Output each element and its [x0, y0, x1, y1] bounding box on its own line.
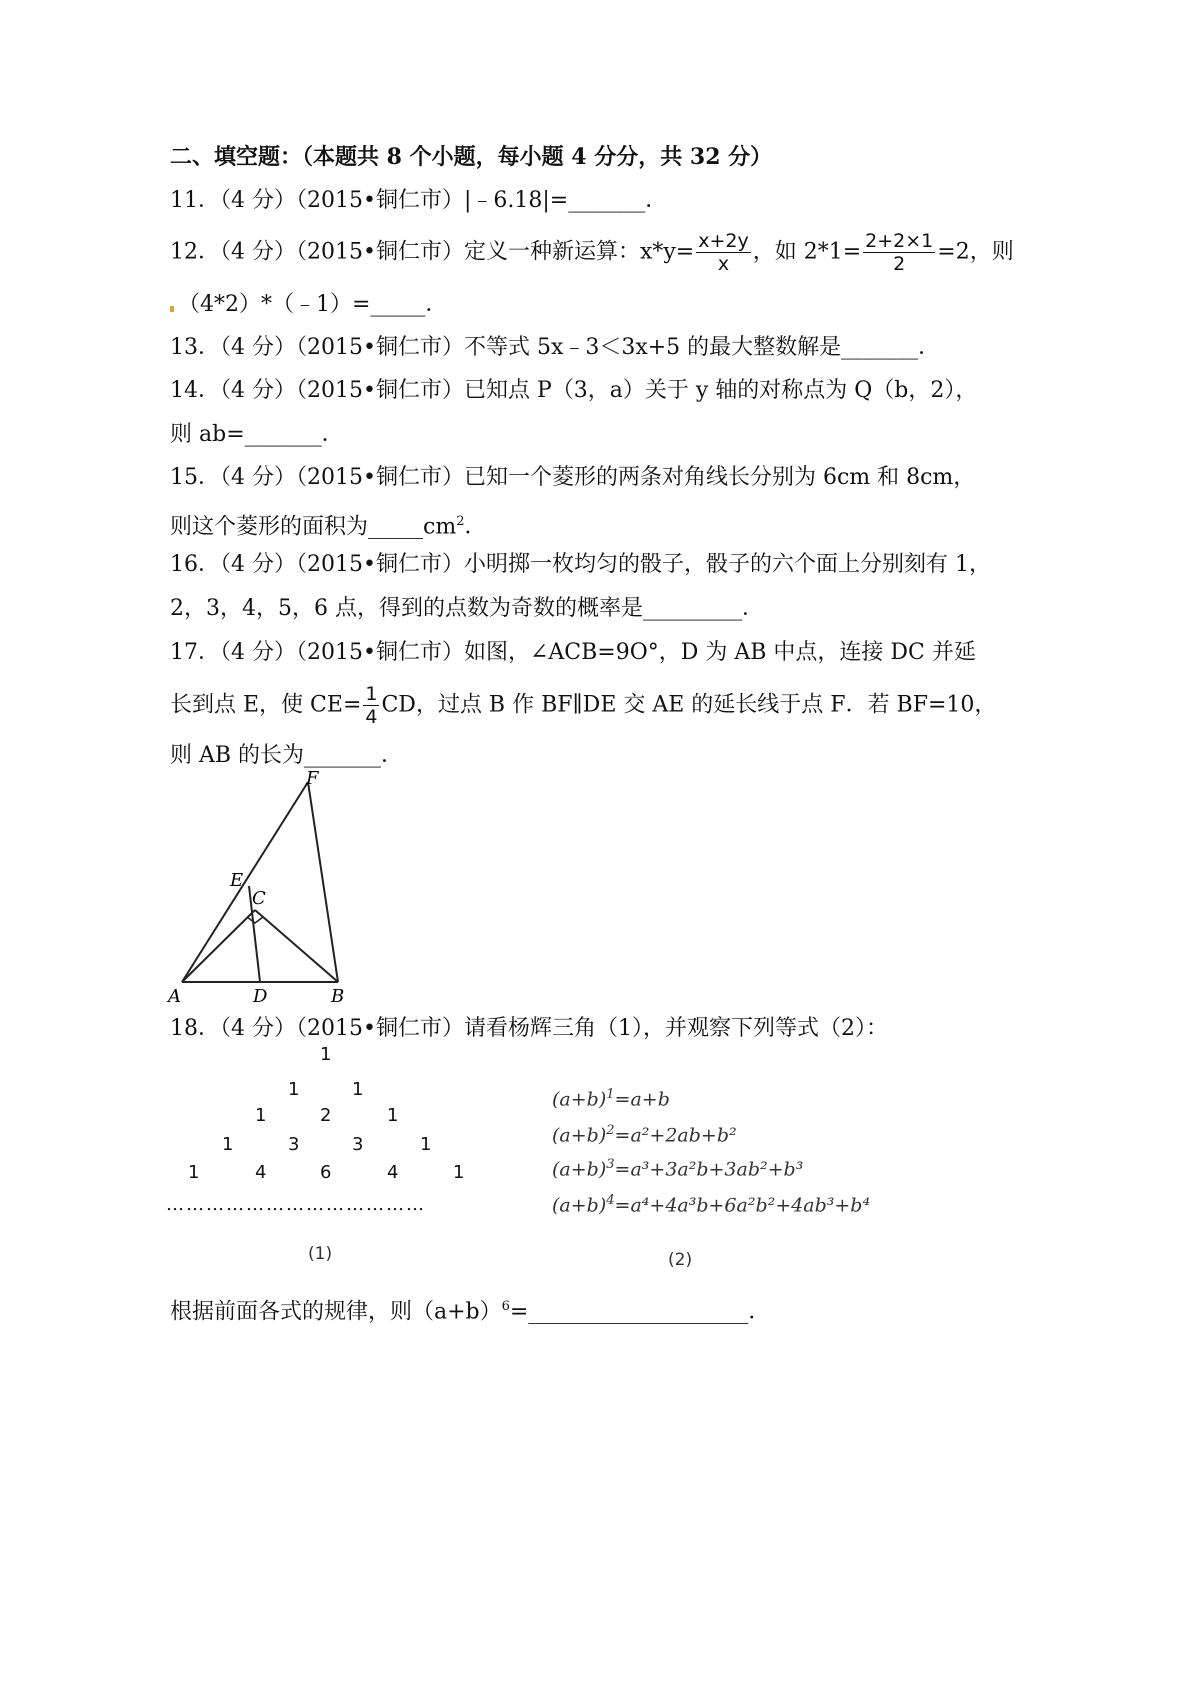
question-17-line1: 17．（4 分）（2015•铜仁市）如图，∠ACB=9O°，D 为 AB 中点，连接 DC 并延 — [170, 640, 976, 665]
triangle-row-5-item-2: 4 — [255, 1162, 267, 1183]
question-15-line2 — [170, 507, 486, 542]
q17-frac-denominator: 4 — [365, 706, 378, 728]
formula-3-rhs: =a³+3a²b+3ab²+b³ — [614, 1158, 804, 1181]
label-b: B — [331, 986, 345, 1007]
formula-1-rhs: =a+b — [614, 1088, 670, 1111]
triangle-row-3-item-2: 2 — [320, 1105, 332, 1126]
segment-ac — [182, 910, 255, 982]
formula-2-lhs: (a+b) — [552, 1124, 607, 1147]
formula-3-lhs: (a+b) — [552, 1158, 607, 1181]
triangle-row-4-item-2: 3 — [288, 1134, 300, 1155]
triangle-row-5-item-1: 1 — [188, 1162, 200, 1183]
orange-mark — [170, 306, 174, 312]
segment-cb — [255, 910, 338, 982]
formula-1 — [552, 1087, 670, 1110]
q12-frac2-numerator: 2+2×1 — [865, 230, 934, 252]
question-18-final — [170, 1292, 770, 1327]
q12-frac1-numerator: x+2y — [698, 230, 749, 252]
question-13: 13．（4 分）（2015•铜仁市）不等式 5x﹣3＜3x+5 的最大整数解是_______． — [170, 335, 941, 360]
final-exponent: 6 — [501, 1299, 510, 1314]
question-16-line1: 16．（4 分）（2015•铜仁市）小明掷一枚均匀的骰子，骰子的六个面上分别刻有 1， — [170, 552, 991, 577]
label-a: A — [168, 986, 181, 1007]
formula-3 — [552, 1157, 803, 1180]
q17-frac-numerator: 1 — [365, 683, 378, 705]
question-15-line1: 15．（4 分）（2015•铜仁市）已知一个菱形的两条对角线长分别为 6cm 和 8cm， — [170, 465, 976, 490]
formula-4-lhs: (a+b) — [552, 1194, 607, 1217]
final-text: 根据前面各式的规律，则（a+b） — [170, 1299, 502, 1325]
question-14-line2: 则 ab=_______． — [170, 422, 344, 447]
right-angle-mark — [247, 917, 263, 923]
triangle-row-3-item-1: 1 — [255, 1105, 267, 1126]
triangle-row-5-item-4: 4 — [387, 1162, 399, 1183]
q17-text-b: CD，过点 B 作 BF∥DE 交 AE 的延长线于点 F．若 BF=10， — [381, 692, 997, 718]
q17-text-a: 长到点 E，使 CE= — [170, 692, 362, 718]
q15-end: ． — [464, 514, 487, 540]
q12-frac1-denominator: x — [717, 253, 730, 275]
section-title: 二、填空题：（本题共 8 个小题，每小题 4 分分，共 32 分） — [170, 144, 773, 170]
segment-af — [182, 782, 308, 982]
formula-2 — [552, 1123, 737, 1146]
triangle-row-4-item-4: 1 — [420, 1134, 432, 1155]
question-12-line2: （4*2）*（﹣1）=_____． — [178, 292, 448, 317]
label-d: D — [253, 986, 268, 1007]
question-17-line2 — [170, 683, 996, 728]
label-e: E — [230, 870, 244, 891]
triangle-row-5-item-3: 6 — [320, 1162, 332, 1183]
q12-suffix: =2，则 — [937, 239, 1014, 265]
question-12-line1 — [170, 230, 1014, 275]
segment-fb — [308, 782, 338, 982]
formula-2-exp: 2 — [606, 1123, 615, 1138]
triangle-row-4-item-3: 3 — [352, 1134, 364, 1155]
formula-3-exp: 3 — [606, 1157, 615, 1172]
question-16-line2: 2，3，4，5，6 点，得到的点数为奇数的概率是_________． — [170, 596, 764, 621]
q12-prefix: 12．（4 分）（2015•铜仁市）定义一种新运算：x*y= — [170, 239, 695, 265]
question-17-line3: 则 AB 的长为_______． — [170, 743, 404, 768]
triangle-row-4-item-1: 1 — [222, 1134, 234, 1155]
label-f: F — [306, 770, 319, 789]
formula-1-lhs: (a+b) — [552, 1088, 607, 1111]
q12-frac2-denominator: 2 — [893, 253, 906, 275]
formula-2-rhs: =a²+2ab+b² — [614, 1124, 737, 1147]
question-14-line1: 14．（4 分）（2015•铜仁市）已知点 P（3，a）关于 y 轴的对称点为 Q（b，2）， — [170, 378, 978, 403]
q12-fraction-1 — [696, 230, 751, 275]
formula-4-exp: 4 — [606, 1193, 615, 1208]
q17-fraction — [363, 683, 379, 728]
caption-1: (1) — [308, 1244, 333, 1264]
caption-2: (2) — [668, 1250, 693, 1270]
question-18-line1: 18．（4 分）（2015•铜仁市）请看杨辉三角（1），并观察下列等式（2）： — [170, 1016, 888, 1041]
q15-superscript: 2 — [456, 514, 465, 529]
formula-4 — [552, 1193, 870, 1216]
triangle-row-1-item-1: 1 — [320, 1044, 332, 1065]
formula-1-exp: 1 — [606, 1087, 615, 1102]
formula-4-rhs: =a⁴+4a³b+6a²b²+4ab³+b⁴ — [614, 1194, 871, 1217]
triangle-row-2-item-1: 1 — [288, 1079, 300, 1100]
q12-middle: ，如 2*1= — [752, 239, 862, 265]
label-c: C — [252, 888, 266, 909]
final-blank: =____________________． — [509, 1299, 771, 1325]
triangle-row-3-item-3: 1 — [387, 1105, 399, 1126]
question-11: 11．（4 分）（2015•铜仁市）|﹣6.18|=_______． — [170, 188, 668, 213]
triangle-row-5-item-5: 1 — [453, 1162, 465, 1183]
q15-text: 则这个菱形的面积为_____cm — [170, 514, 457, 540]
triangle-figure — [160, 770, 380, 1010]
triangle-row-2-item-2: 1 — [352, 1079, 364, 1100]
q12-fraction-2 — [863, 230, 935, 275]
triangle-continuation-dots: ………………………………… — [166, 1194, 426, 1215]
